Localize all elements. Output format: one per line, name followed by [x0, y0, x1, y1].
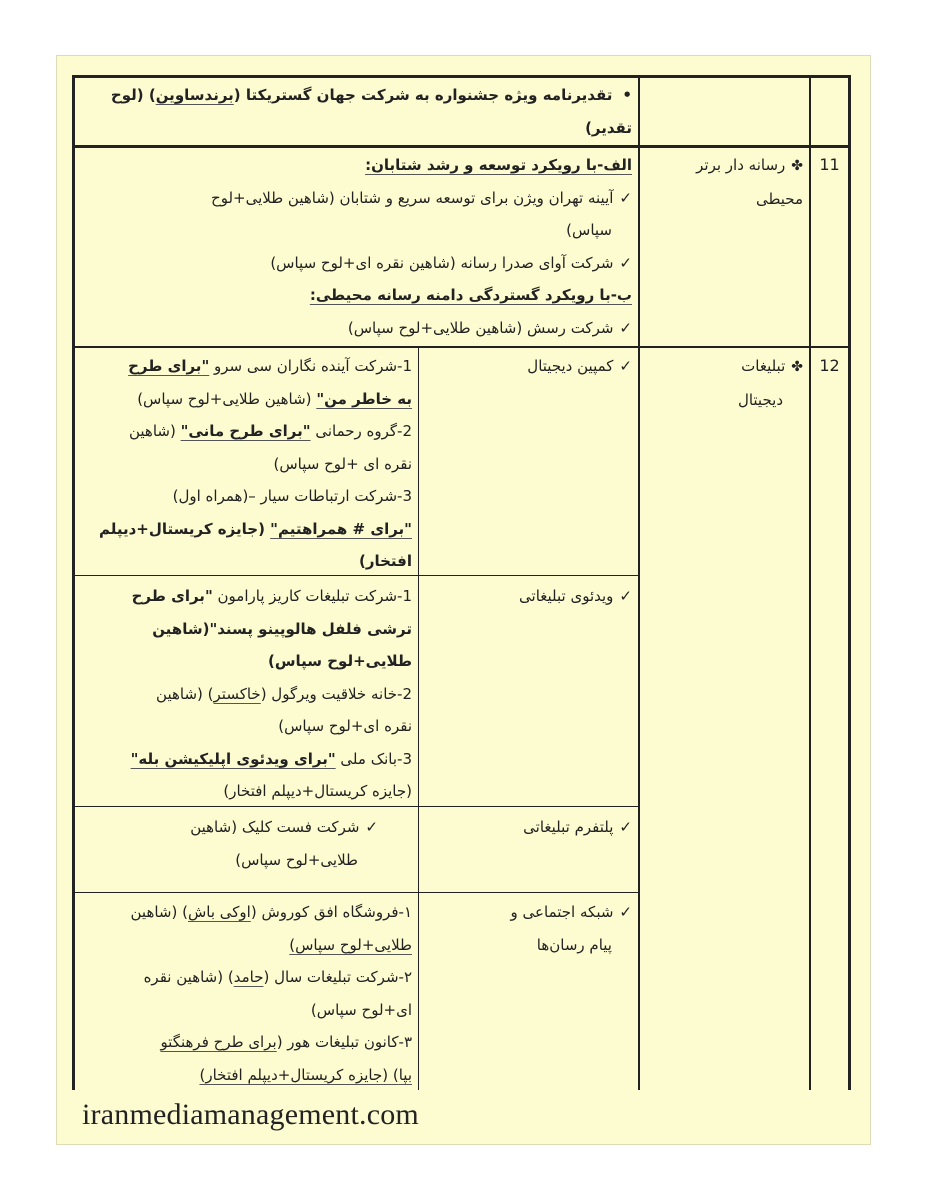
bullet-icon: • [622, 86, 632, 104]
column-divider-category [638, 75, 640, 1090]
sub-category-digital-campaign: ✓کمپین دیجیتال [419, 350, 638, 383]
row-divider-11 [72, 145, 851, 148]
row-number-12: 12 [819, 356, 840, 375]
row11-category: ✤رسانه دار برتر محیطی [640, 149, 809, 215]
social-networks-winners: ۱-فروشگاه افق کوروش (اوکی باش) (شاهین طلایی+لوح سپاس) ۲-شرکت تبلیغات سال (حامد) (شاهین نقره ای+لوح سپاس) ۳-کانون تبلیغات هور (برای طرح فرهنگتو بپا) (جایزه کریستال+دیپلم افتخار) [130, 903, 412, 1084]
diamond-bullet-icon: ✤ [791, 158, 803, 174]
ad-platform-winners: ✓شرکت فست کلیک (شاهین طلایی+لوح سپاس) [78, 811, 418, 876]
diamond-bullet-icon: ✤ [791, 359, 803, 375]
sub-category-ad-video: ✓ویدئوی تبلیغاتی [419, 580, 638, 613]
check-icon: ✓ [619, 818, 632, 836]
row-number-11: 11 [819, 155, 840, 174]
check-icon: ✓ [619, 587, 632, 605]
sub-category-social-networks: ✓شبکه اجتماعی و پیام رسان‌ها [419, 896, 638, 961]
top-row-text: •تقدیرنامه ویژه جشنواره به شرکت جهان گستریکتا (برندساوین) (لوح تقدیر) [78, 79, 638, 145]
table-border-top [72, 75, 851, 78]
row12-category: ✤تبلیغات دیجیتال [640, 350, 809, 416]
column-divider-subcategory [418, 347, 419, 1090]
row-divider-12 [72, 346, 851, 348]
check-icon: ✓ [619, 903, 632, 921]
column-divider-number [809, 75, 811, 1090]
ad-video-winners: 1-شرکت تبلیغات کاریز پارامون "برای طرح ترشی فلفل هالوپینو پسند"(شاهین طلایی+لوح سپاس) 2-خانه خلاقیت ویرگول (خاکستر) (شاهین نقره ای+لوح سپاس) 3-بانک ملی "برای ویدئوی اپلیکیشن بله" (جایزه کریستال+دیپلم افتخار) [130, 587, 412, 800]
sub-category-ad-platform: ✓پلتفرم تبلیغاتی [419, 811, 638, 844]
check-icon: ✓ [619, 253, 632, 272]
footer-website: iranmediamanagement.com [82, 1098, 419, 1131]
check-icon: ✓ [365, 818, 378, 836]
check-icon: ✓ [619, 357, 632, 375]
table-border-right [848, 75, 851, 1090]
digital-campaign-winners: 1-شرکت آینده نگاران سی سرو "برای طرح به خاطر من" (شاهین طلایی+لوح سپاس) 2-گروه رحمانی "برای طرح مانی" (شاهین نقره ای +لوح سپاس) 3-شرکت ارتباطات سیار –(همراه اول) "برای # همراهتیم" (جایزه کریستال+دیپلم افتخار) [98, 357, 412, 570]
check-icon: ✓ [619, 188, 632, 207]
table-border-left [72, 75, 75, 1090]
row11-winners: الف-با رویکرد توسعه و رشد شتابان: ✓آیینه تهران ویژن برای توسعه سریع و شتابان (شاهین طلایی+لوح سپاس) ✓شرکت آوای صدرا رسانه (شاهین نقره ای+لوح سپاس) ب-با رویکرد گستردگی دامنه رسانه محیطی: ✓شرکت رسش (شاهین طلایی+لوح سپاس) [78, 149, 638, 344]
check-icon: ✓ [619, 318, 632, 337]
sub-divider-3 [72, 892, 638, 893]
awards-table [72, 75, 851, 1090]
